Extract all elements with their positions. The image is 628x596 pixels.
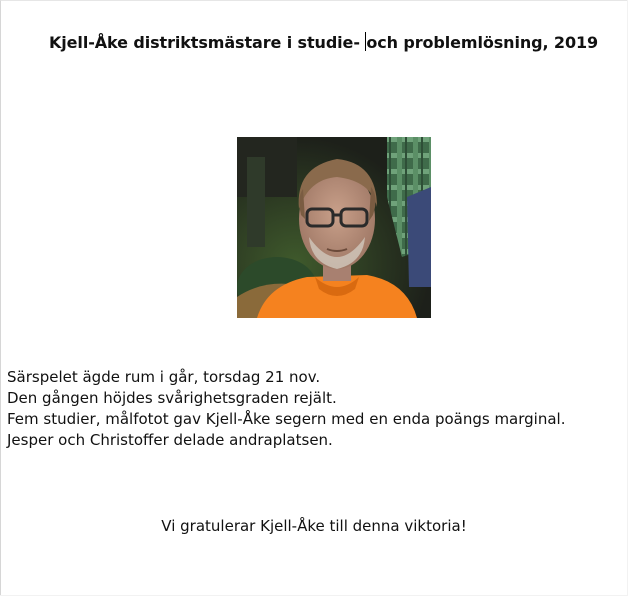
paragraph-line: Den gången höjdes svårighetsgraden rejält. (7, 389, 337, 407)
document-title[interactable] (49, 32, 598, 52)
portrait-illustration (237, 137, 431, 318)
closing-line: Vi gratulerar Kjell-Åke till denna viktoria! (161, 517, 467, 535)
portrait-photo[interactable] (237, 137, 431, 318)
paragraph-line: Särspelet ägde rum i går, torsdag 21 nov. (7, 368, 321, 386)
body-paragraphs[interactable] (7, 367, 565, 451)
paragraph-line: Fem studier, målfotot gav Kjell-Åke segern med en enda poängs marginal. (7, 410, 566, 428)
title-text-start: Kjell-Åke distriktsmästare i studie- (49, 33, 366, 52)
title-text-end: och problemlösning, 2019 (366, 33, 599, 52)
paragraph-line: Jesper och Christoffer delade andraplatsen. (7, 431, 333, 449)
